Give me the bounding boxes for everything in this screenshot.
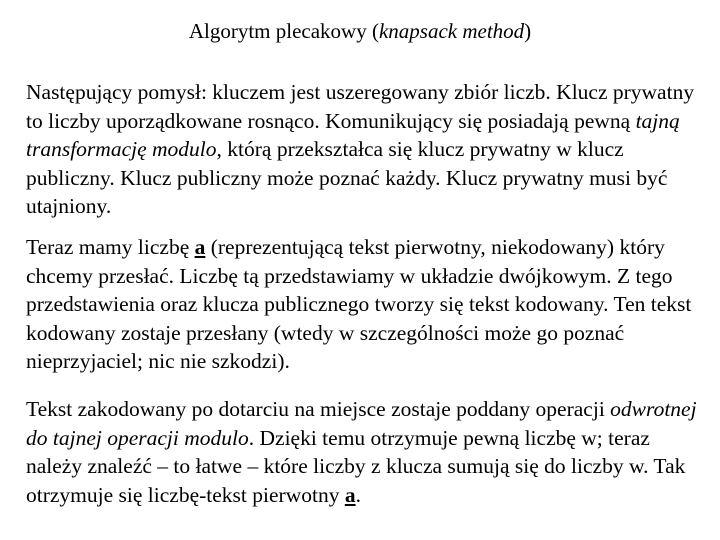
paragraph-decoding: [26, 395, 706, 509]
p3-variable-a: a: [344, 482, 356, 507]
slide-title: [0, 18, 720, 44]
p3-italic: odwrotnej do tajnej operacji modulo: [26, 397, 697, 450]
p1-italic: tajną transformację modulo: [26, 108, 680, 161]
p3-text-c: .: [355, 482, 361, 507]
title-close: ): [524, 19, 532, 43]
p1-text-b: , którą przekształca się klucz prywatny w klucz publiczny. Klucz publiczny może poznać każdy. Klucz prywatny musi być utajniony.: [26, 137, 668, 218]
paragraph-encoding: [26, 233, 706, 376]
p3-text-a: Tekst zakodowany po dotarciu na miejsce zostaje poddany operacji: [26, 397, 611, 421]
paragraph-key-idea: [26, 78, 706, 221]
p2-text-b: (reprezentującą tekst pierwotny, niekodowany) który chcemy przesłać. Liczbę tą przedstawiamy w układzie dwójkowym. Z tego przedstawienia oraz klucza publicznego tworzy się tekst kodowany. Ten tekst kodowany zostaje przesłany (wtedy w szczególności może go poznać nieprzyjaciel; nic nie szkodzi).: [26, 235, 692, 373]
p2-text-a: Teraz mamy liczbę: [26, 235, 195, 259]
p3-text-b: . Dzięki temu otrzymuje pewną liczbę w; teraz należy znaleźć – to łatwe – które liczby z klucza sumują się do liczby w. Tak otrzymuje się liczbę-tekst pierwotny: [26, 425, 686, 507]
title-italic: knapsack method: [378, 19, 525, 43]
title-text: Algorytm plecakowy (: [188, 19, 379, 43]
p1-text-a: Następujący pomysł: kluczem jest uszeregowany zbiór liczb. Klucz prywatny to liczby uporządkowane rosnąco. Komunikujący się posiadają pewną: [26, 80, 695, 133]
p2-variable-a: a: [194, 235, 206, 259]
